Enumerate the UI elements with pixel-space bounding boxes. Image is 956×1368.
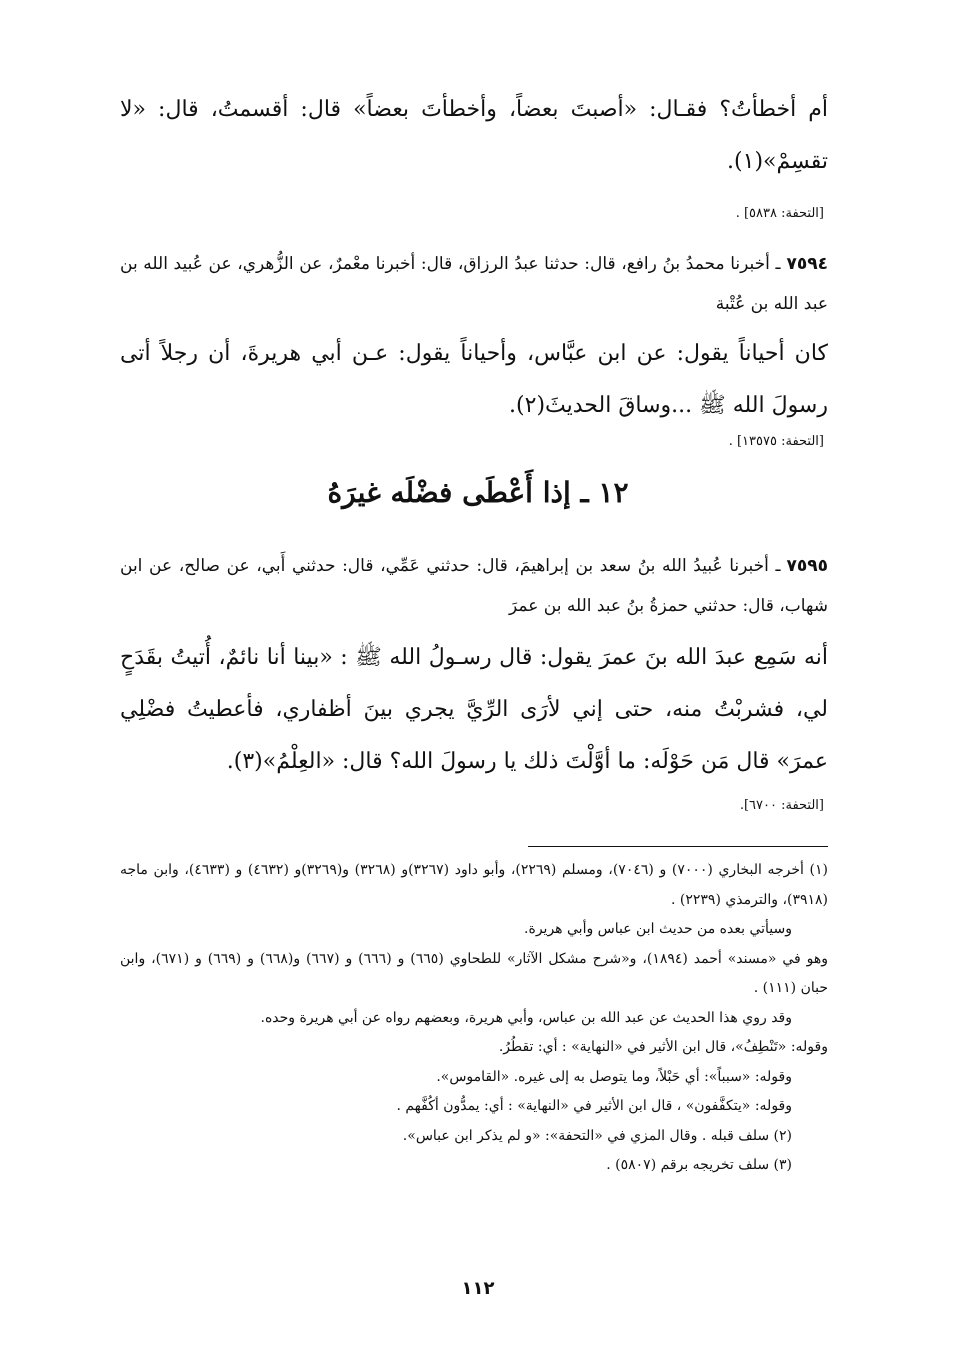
footnote-1: (١) أخرجه البخاري (٧٠٠٠) و (٧٠٤٦)، ومسلم (٢٢٦٩)، وأبو داود (٣٢٦٧)و (٣٢٦٨) و(٣٢٦٩)و (٤٦٣٢) و (٤٦٣٣)، وابن ماجه (٣٩١٨)، والترمذي (٢٢٣٩) . (120, 862, 829, 908)
tuhfa-reference-1: [التحفة: ٥٨٣٨] . (735, 206, 824, 221)
footnote-3: (٣) سلف تخريجه برقم (٥٨٠٧) . (606, 1157, 792, 1173)
isnad-text: ـ أخبرنا محمدُ بنُ رافع، قال: حدثنا عبدُ الرزاق، قال: أخبرنا معْمرٌ، عن الزُّهري، عن عُبيد الله بن عبد الله بن عُتْبة (120, 254, 828, 314)
footnote-2: (٢) سلف قبله . وقال المزي في «التحفة»: «و لم يذكر ابن عباس». (402, 1127, 792, 1144)
footnote-1-note: وقد روي هذا الحديث عن عبد الله بن عباس، وأبي هريرة، وبعضهم رواه عن أبي هريرة وحده. (260, 1009, 792, 1026)
footnote-divider (528, 846, 828, 847)
footnotes (120, 856, 828, 1181)
hadith-number: ٧٥٩٥ (786, 556, 829, 576)
hadith-7595-isnad (120, 546, 828, 626)
tuhfa-reference-3: [التحفة: ٦٧٠٠]. (739, 798, 824, 813)
isnad-text: ـ أخبرنا عُبيدُ الله بنُ سعد بن إبراهيمَ، قال: حدثني عَمِّي، قال: حدثني أَبي، عن صالح، عن ابن شهاب، قال: حدثني حمزةُ بنُ عبد الله بن عمرَ (120, 556, 828, 616)
chapter-heading: ١٢ ـ إذا أَعْطَى فضْلَه غيرَهُ (327, 476, 629, 509)
footnote-1-note: وقوله: «سبباً»: أي حَبْلاً، وما يتوصل به إلى غيره. «القاموس». (436, 1068, 792, 1085)
footnote-1-note: وقوله: «تَنْطِفُ»، قال ابن الأثير في «النهاية» : أي: تقطُرُ. (498, 1039, 828, 1055)
footnote-1-note: وقوله: «يتكفَّفون» ، قال ابن الأثير في «النهاية» : أي: يمدُّون أكُفَّهم . (396, 1098, 792, 1114)
footnote-1-note: وهو في «مسند» أحمد (١٨٩٤)، و«شرح مشكل الآثار» للطحاوي (٦٦٥) و (٦٦٦) و (٦٦٧) و(٦٦٨) و (٦٦٩) و (٦٧١)، وابن حبان (١١١) . (120, 950, 828, 996)
hadith-7595-matn: أنه سَمِع عبدَ الله بنَ عمرَ يقول: قال رسـولُ الله ﷺ : «بينا أنا نائمٌ، أُتيتُ بقَدَحٍ لي، فشربْتُ منه، حتى إني لأرَى الرِّيَّ يجري بينَ أظفاري، فأعطيتُ فضْلِي عمرَ» قال مَن حَوْلَه: ما أوَّلْتَ ذلك يا رسولَ الله؟ قال: «العِلْمُ»(٣). (120, 645, 828, 774)
top-paragraph: أم أخطأتُ؟ فقـال: «أصبتَ بعضاً، وأخطأتَ بعضاً» قال: أقسمتُ، قال: «لا تقسِمْ»(١). (120, 97, 828, 174)
tuhfa-reference-2: [التحفة: ١٣٥٧٥] . (728, 434, 824, 449)
footnote-1-note: وسيأتي بعده من حديث ابن عباس وأبي هريرة. (524, 921, 792, 937)
hadith-7594-isnad (120, 244, 828, 324)
hadith-number: ٧٥٩٤ (786, 254, 828, 274)
hadith-7594-matn: كان أحياناً يقول: عن ابن عبَّاس، وأحياناً يقول: عـن أبي هريرةَ، أن رجلاً أتى رسولَ الله ﷺ ...وساقَ الحديثَ(٢). (120, 341, 828, 418)
page-number: ١١٢ (461, 1278, 495, 1299)
